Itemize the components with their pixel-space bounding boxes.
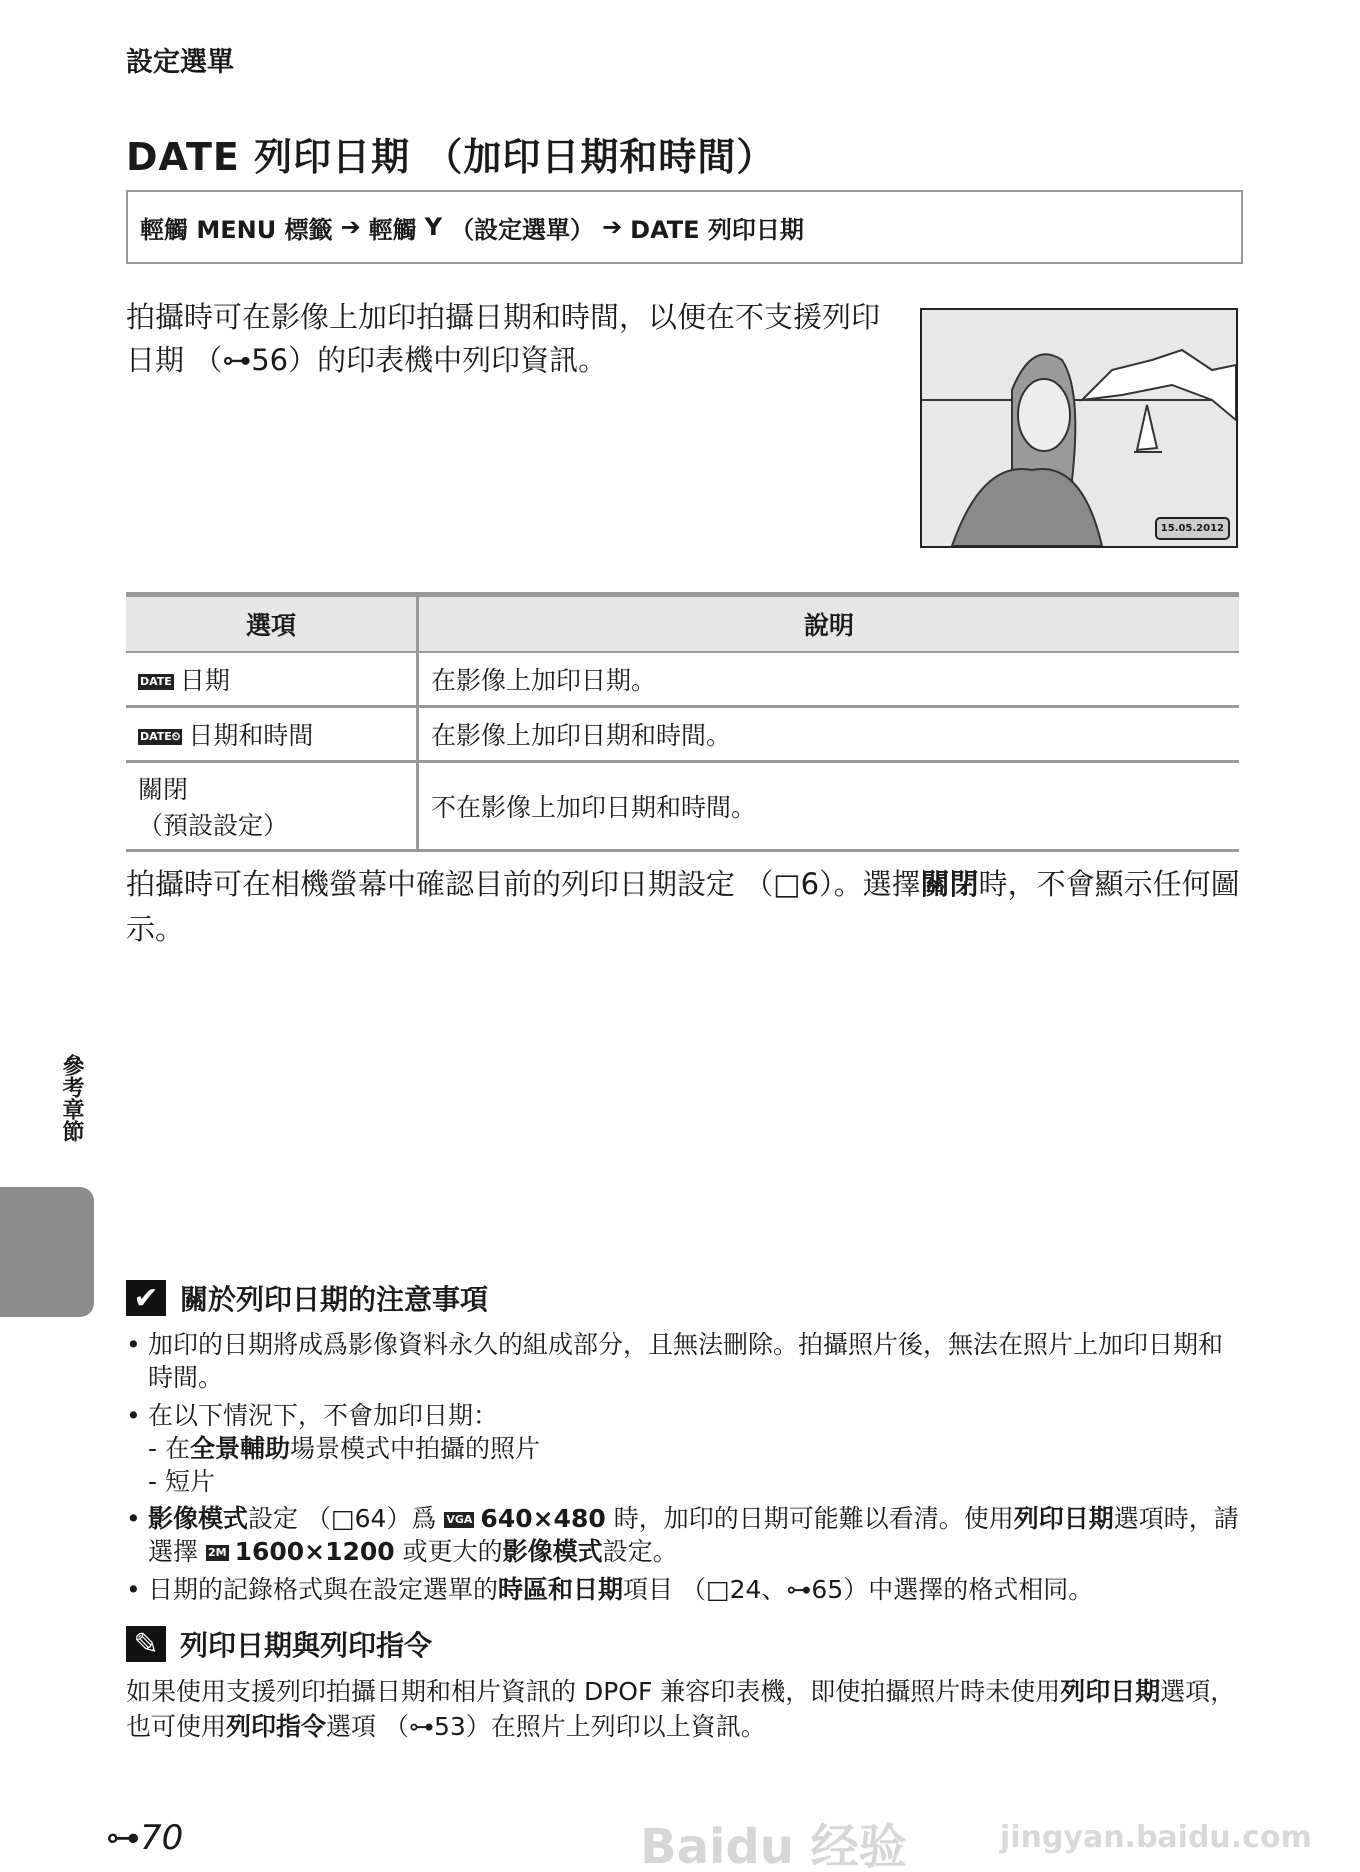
sub-item: - 在全景輔助場景模式中拍攝的照片 xyxy=(148,1434,541,1463)
print-order-text: 如果使用支援列印拍攝日期和相片資訊的 DPOF 兼容印表機，即使拍攝照片時未使用列印日期選項，也可使用列印指令選項 （⊶53）在照片上列印以上資訊。 xyxy=(126,1677,1236,1741)
watermark-logo: Baidu 经验 xyxy=(640,1819,907,1872)
page-number: ⊶70 xyxy=(106,1818,184,1858)
intro-text: 拍攝時可在影像上加印拍攝日期和時間，以便在不支援列印日期 （⊶56）的印表機中列印資訊。 xyxy=(126,300,881,377)
date-time-icon: DATE⏲ xyxy=(140,730,181,743)
section-heading-notes: ✔ 關於列印日期的注意事項 xyxy=(126,1278,1246,1318)
notes-flow xyxy=(126,1278,1246,1744)
sub-item: - 短片 xyxy=(148,1467,215,1496)
option-description: 在影像上加印日期和時間。 xyxy=(418,707,1240,762)
portrait-illustration xyxy=(922,310,1236,546)
note-text: 拍攝時可在相機螢幕中確認目前的列印日期設定 （□6）。選擇關閉時，不會顯示任何圖示。 xyxy=(126,867,1240,946)
option-label: 日期 xyxy=(179,666,230,695)
watermark-url: jingyan.baidu.com xyxy=(1000,1820,1312,1855)
options-table xyxy=(126,592,1239,852)
option-sublabel: （預設設定） xyxy=(138,811,289,840)
column-header-description: 說明 xyxy=(418,595,1240,653)
vga-icon: VGA xyxy=(446,1513,473,1526)
date-stamp: 15.05.2012 xyxy=(1155,517,1230,540)
nav-step2b: （設定選單） xyxy=(450,215,595,244)
image-size-2m-icon: 2M xyxy=(207,1546,227,1559)
page-title: DATE 列印日期 （加印日期和時間） xyxy=(126,135,776,179)
section-header: 設定選單 xyxy=(126,47,234,78)
wrench-icon: Y xyxy=(424,213,443,241)
check-icon: ✔ xyxy=(126,1280,166,1316)
nav-step2: 輕觸 xyxy=(368,215,417,244)
pencil-icon: ✎ xyxy=(126,1626,166,1662)
nav-step1: 輕觸 MENU 標籤 xyxy=(140,215,333,244)
navigation-path xyxy=(126,190,1243,264)
date-icon: DATE xyxy=(140,675,172,688)
list-item: • 影像模式設定 （□64）爲 VGA 640×480 時，加印的日期可能難以看清。使用列印日期選項時，請選擇 2M 1600×1200 或更大的影像模式設定。 xyxy=(126,1504,1239,1566)
column-header-option: 選項 xyxy=(126,595,418,653)
chapter-tab[interactable] xyxy=(0,1187,94,1317)
sample-photo xyxy=(920,308,1238,548)
option-label: 日期和時間 xyxy=(188,721,314,750)
list-item: • 在以下情況下，不會加印日期： xyxy=(126,1401,499,1430)
table-row xyxy=(126,652,1239,707)
option-description: 不在影像上加印日期和時間。 xyxy=(418,762,1240,851)
table-row xyxy=(126,762,1239,851)
table-row xyxy=(126,707,1239,762)
option-label: 關閉 xyxy=(138,775,189,804)
nav-step3: DATE 列印日期 xyxy=(630,215,804,244)
section-heading-print-order: ✎ 列印日期與列印指令 xyxy=(126,1624,1246,1664)
bullet-list xyxy=(126,1328,1246,1606)
arrow-icon: ➔ xyxy=(602,213,623,241)
list-item: • 日期的記錄格式與在設定選單的時區和日期項目 （□24、⊶65）中選擇的格式相同。 xyxy=(126,1575,1094,1604)
option-description: 在影像上加印日期。 xyxy=(418,652,1240,707)
arrow-icon: ➔ xyxy=(340,213,361,241)
list-item: • 加印的日期將成爲影像資料永久的組成部分，且無法刪除。拍攝照片後，無法在照片上加印日期和時間。 xyxy=(126,1330,1224,1392)
chapter-label: 參考章節 xyxy=(59,1054,84,1142)
